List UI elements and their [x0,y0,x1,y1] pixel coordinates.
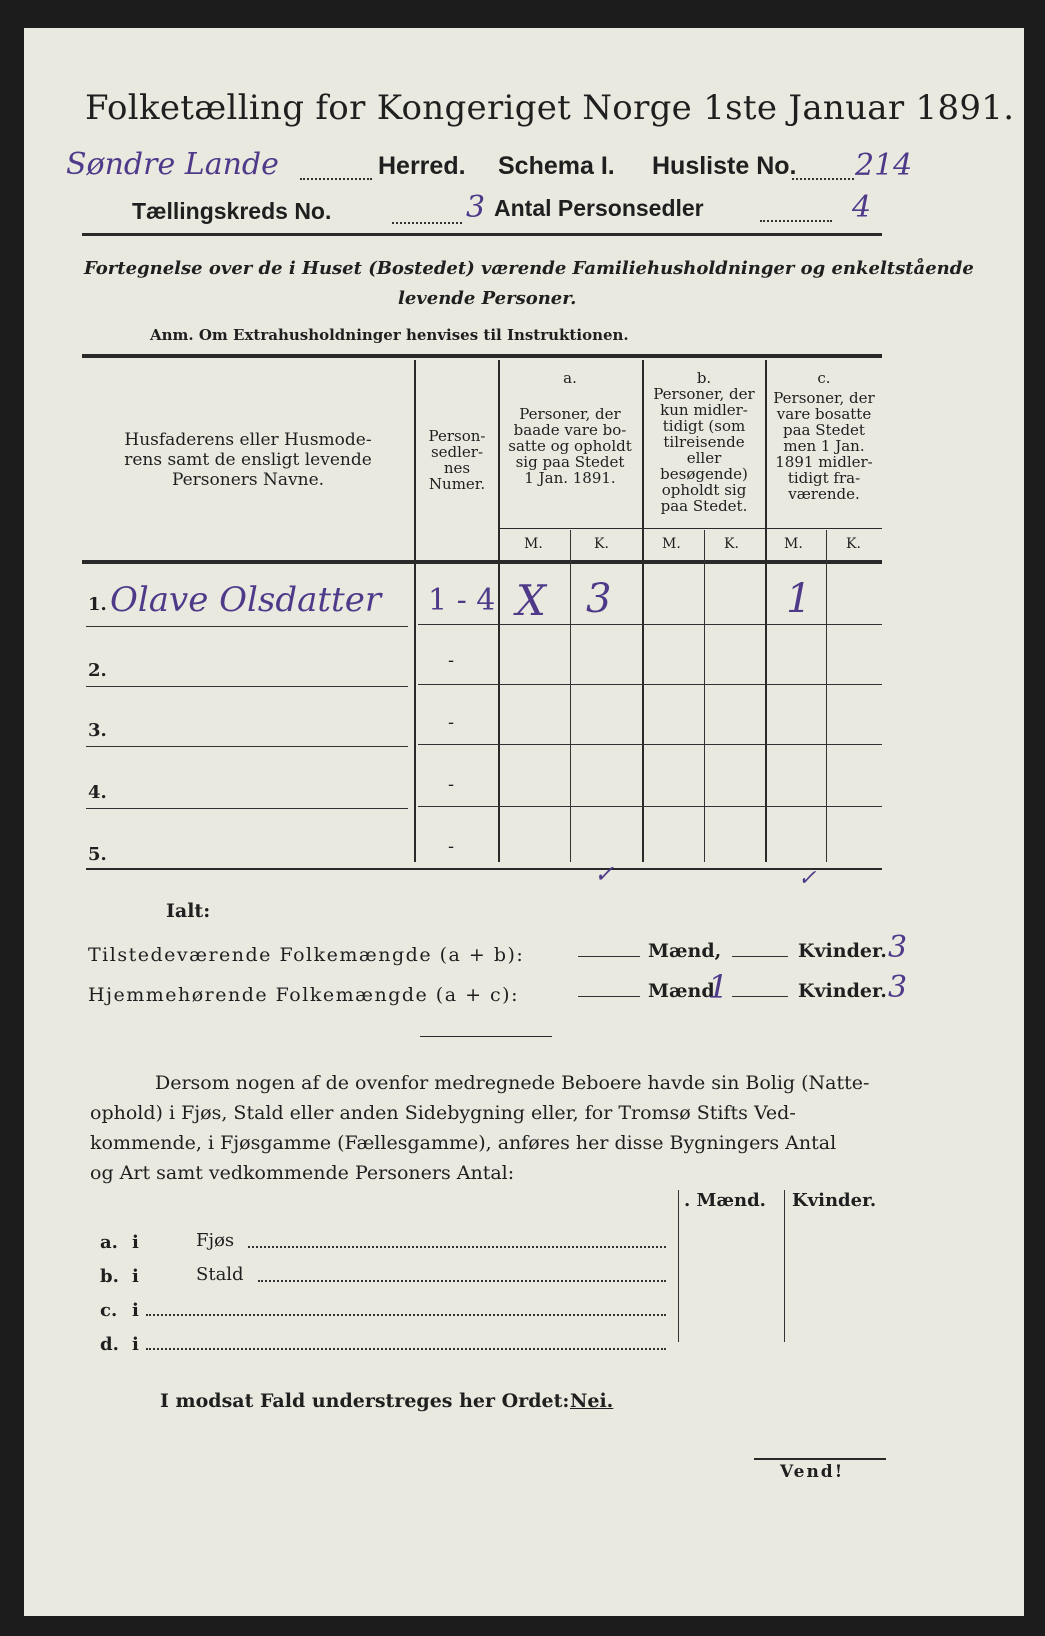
section-divider [420,1036,552,1037]
row-rule [86,808,408,809]
tilstede-kvinder-label: Kvinder. [798,940,887,962]
hjemme-kvinder-line [732,996,788,997]
building-row-dotline [258,1280,666,1282]
row-rule [418,684,882,685]
buildings-para-line: ophold) i Fjøs, Stald eller anden Sidebygning eller, for Tromsø Stifts Ved- [90,1102,796,1124]
building-row-dotline [146,1348,666,1350]
building-row-letter: b. [100,1266,119,1287]
antal-label: Antal Personsedler [494,195,704,221]
row-rule [418,744,882,745]
ialt-label: Ialt: [166,900,211,922]
husliste-dotline [792,178,854,180]
col-b-header: b. Personer, der kun midler- tidigt (som tilreisende eller besøgende) opholdt sig paa Stedet. [653,369,755,515]
row-number: 3. [88,720,107,741]
buildings-sep-2 [784,1190,785,1342]
col-a-header: a. Personer, der baade vare bo- satte og opholdt sig paa Stedet 1 Jan. 1891. [508,369,632,487]
header-rule [82,233,882,236]
row-number: 4. [88,782,107,803]
intro-line1: Fortegnelse over de i Huset (Bostedet) værende Familiehusholdninger og enkeltstående [84,258,974,279]
kreds-label: Tællingskreds No. [132,198,332,224]
herred-value: Søndre Lande [66,147,279,182]
a-m-label: M. [524,536,543,552]
row-sedler: - [448,836,455,857]
building-row-dotline [146,1314,666,1316]
husliste-value: 214 [855,148,913,183]
hjemme-kvinder-label: Kvinder. [798,980,887,1002]
intro-line2: levende Personer. [398,288,577,309]
building-row-letter: a. [100,1232,118,1253]
building-row-i: i [132,1300,139,1321]
modsat-text: I modsat Fald understreges her Ordet: [160,1390,570,1412]
mk-rule [500,528,882,529]
col-c-header: c. Personer, der vare bosatte paa Stedet men 1 Jan. 1891 midler- tidigt fra- værende. [773,369,875,503]
anm-note: Anm. Om Extrahusholdninger henvises til Instruktionen. [150,326,629,344]
hjemme-kvinder-value: 3 [888,970,908,1005]
row-number: 1. [88,594,107,615]
buildings-para-line: og Art samt vedkommende Personers Antal: [90,1162,515,1184]
buildings-kvinder-header: Kvinder. [792,1190,877,1211]
col-sep-c-mk [826,530,827,862]
tilstede-maend-label: Mænd, [648,940,722,962]
row-sedler: - [448,774,455,795]
antal-value: 4 [852,190,872,225]
tilstede-kvinder-value: 3 [888,930,908,965]
building-row-dotline [248,1246,666,1248]
check-mark-c: ✓ [798,866,817,891]
b-k-label: K. [724,536,739,552]
row-rule [86,626,408,627]
buildings-para-line: kommende, i Fjøsgamme (Fællesgamme), anføres her disse Bygningers Antal [90,1132,837,1154]
col-sep-b-mk [704,530,705,862]
building-row-label: Stald [196,1264,244,1285]
kreds-value: 3 [466,190,486,225]
building-row-i: i [132,1266,139,1287]
antal-dotline [760,220,832,222]
form-title: Folketælling for Kongeriget Norge 1ste Januar 1891. [85,88,1015,128]
building-row-letter: d. [100,1334,119,1355]
modsat-word: Nei. [570,1390,614,1412]
a-k-label: K. [594,536,609,552]
building-row-letter: c. [100,1300,118,1321]
row-rule [86,746,408,747]
hjemme-label: Hjemmehørende Folkemængde (a + c): [88,984,519,1006]
row-rule [418,806,882,807]
c-k-label: K. [846,536,861,552]
col-name-header: Husfaderens eller Husmode- rens samt de ensligt levende Personers Navne. [124,430,372,490]
row-a-k: 3 [586,576,612,622]
hjemme-maend-value: 1 [708,968,729,1006]
check-mark-a: ✓ [594,860,615,888]
buildings-maend-header: . Mænd. [684,1190,766,1211]
row-number: 5. [88,844,107,865]
row-rule [418,624,882,625]
buildings-para-line: Dersom nogen af de ovenfor medregnede Beboere havde sin Bolig (Natte- [155,1072,870,1094]
building-row-label: Fjøs [196,1230,235,1251]
row-a-m: X [516,576,546,625]
hjemme-maend-label: Mænd [648,980,715,1002]
buildings-sep-1 [678,1190,679,1342]
row-number: 2. [88,660,107,681]
row-c-m: 1 [786,576,812,622]
table-top-rule [82,354,882,358]
building-row-i: i [132,1232,139,1253]
tilstede-label: Tilstedeværende Folkemængde (a + b): [88,944,525,966]
col-sep-a-mk [570,530,571,862]
vend-text: Vend! [780,1462,845,1482]
hjemme-maend-line [578,996,640,997]
c-m-label: M. [784,536,803,552]
row-sedler: - [448,712,455,733]
col-num-header: Person- sedler- nes Numer. [428,427,486,493]
herred-label: Herred. [378,152,466,180]
b-m-label: M. [662,536,681,552]
building-row-i: i [132,1334,139,1355]
tilstede-maend-line [578,956,640,957]
table-header-bottom [82,560,882,564]
husliste-label: Husliste No. [652,152,797,180]
schema-label: Schema I. [498,152,615,180]
row-sedler: 1 - 4 [428,583,496,618]
tilstede-kvinder-line [732,956,788,957]
row-name: Olave Olsdatter [110,580,382,620]
vend-rule [754,1458,886,1460]
table-bottom-rule [86,868,882,870]
kreds-dotline [392,222,462,224]
row-rule [86,686,408,687]
row-sedler: - [448,650,455,671]
herred-dotline [300,178,372,180]
